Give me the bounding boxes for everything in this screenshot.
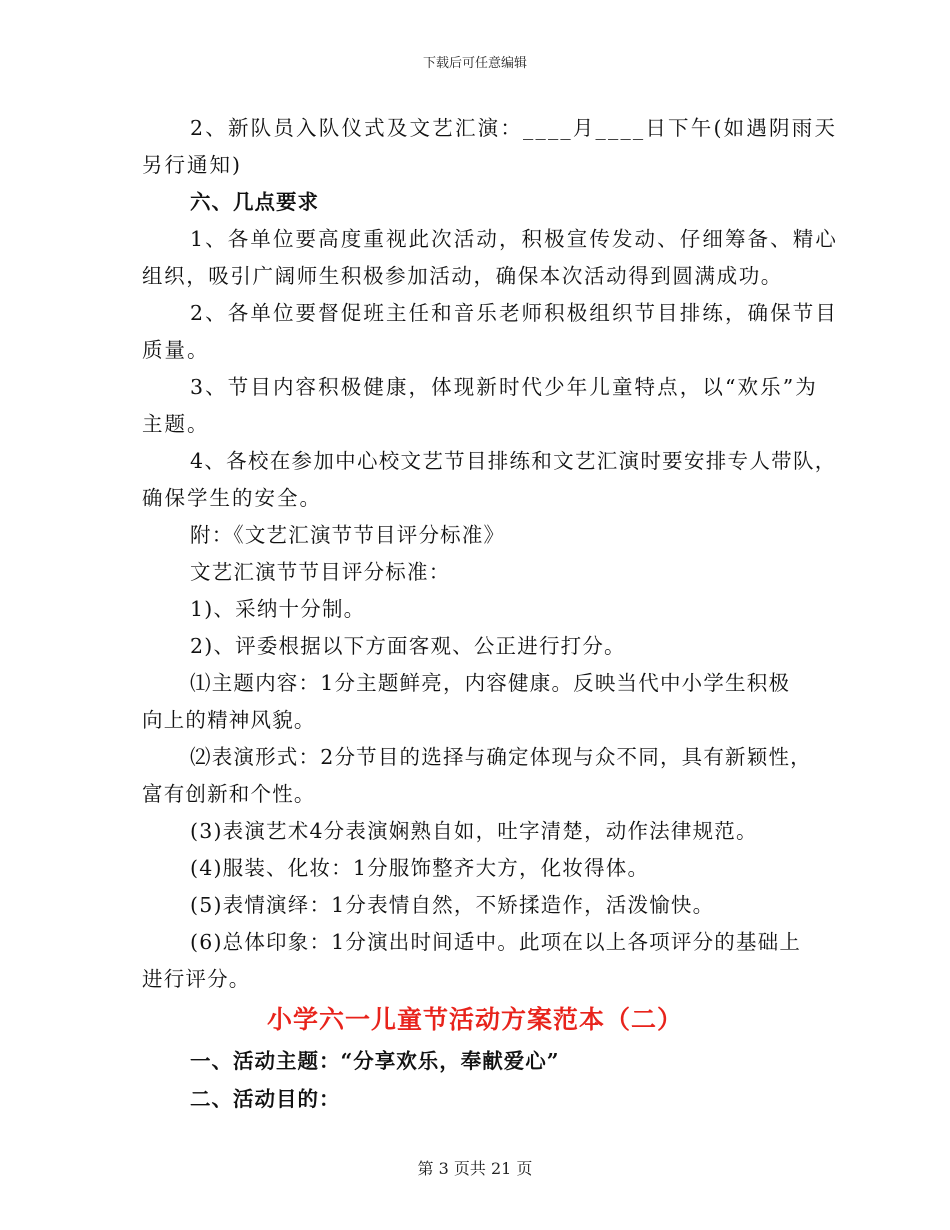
page-header: 下载后可任意编辑	[422, 56, 527, 71]
paragraph-line: 进行评分。	[142, 967, 251, 991]
paragraph-line: (5)表情演绎：1分表情自然，不矫揉造作，活泼愉快。	[190, 893, 715, 917]
section-heading: 六、几点要求	[190, 190, 319, 214]
paragraph-line: (3)表演艺术4分表演娴熟自如，吐字清楚，动作法律规范。	[190, 819, 758, 843]
paragraph-line: 主题。	[142, 412, 210, 436]
paragraph-line: (6)总体印象：1分演出时间适中。此项在以上各项评分的基础上	[190, 930, 802, 954]
paragraph-line: 1)、采纳十分制。	[190, 597, 366, 621]
paragraph-line: ⑴主题内容：1分主题鲜亮，内容健康。反映当代中小学生积极	[190, 671, 791, 695]
paragraph-line: 3、节目内容积极健康，体现新时代少年儿童特点，以“欢乐”为	[190, 375, 818, 399]
paragraph-line: 2)、评委根据以下方面客观、公正进行打分。	[190, 634, 626, 658]
paragraph-line: 2、新队员入队仪式及文艺汇演：____月____日下午(如遇阴雨天	[190, 116, 838, 140]
paragraph-line: 1、各单位要高度重视此次活动，积极宣传发动、仔细筹备、精心	[190, 227, 838, 251]
appendix-line: 附：《文艺汇演节节目评分标准》	[190, 523, 506, 547]
section-title: 小学六一儿童节活动方案范本（二）	[266, 1005, 683, 1034]
activity-theme-heading: 一、活动主题：“分享欢乐，奉献爱心”	[190, 1049, 560, 1073]
paragraph-line: ⑵表演形式：2分节目的选择与确定体现与众不同，具有新颖性，	[190, 745, 812, 769]
paragraph-line: (4)服装、化妆：1分服饰整齐大方，化妆得体。	[190, 856, 650, 880]
paragraph-line: 文艺汇演节节目评分标准：	[190, 560, 451, 584]
activity-purpose-heading: 二、活动目的：	[190, 1087, 341, 1111]
paragraph-line: 另行通知)	[142, 153, 242, 177]
paragraph-line: 质量。	[142, 338, 210, 362]
paragraph-line: 4、各校在参加中心校文艺节目排练和文艺汇演时要安排专人带队，	[190, 449, 837, 473]
paragraph-line: 富有创新和个性。	[142, 782, 316, 806]
paragraph-line: 向上的精神风貌。	[142, 708, 316, 732]
paragraph-line: 确保学生的安全。	[142, 486, 322, 510]
paragraph-line: 2、各单位要督促班主任和音乐老师积极组织节目排练，确保节目	[190, 301, 838, 325]
paragraph-line: 组织，吸引广阔师生积极参加活动，确保本次活动得到圆满成功。	[142, 264, 783, 288]
page-footer: 第 3 页共 21 页	[417, 1159, 533, 1178]
